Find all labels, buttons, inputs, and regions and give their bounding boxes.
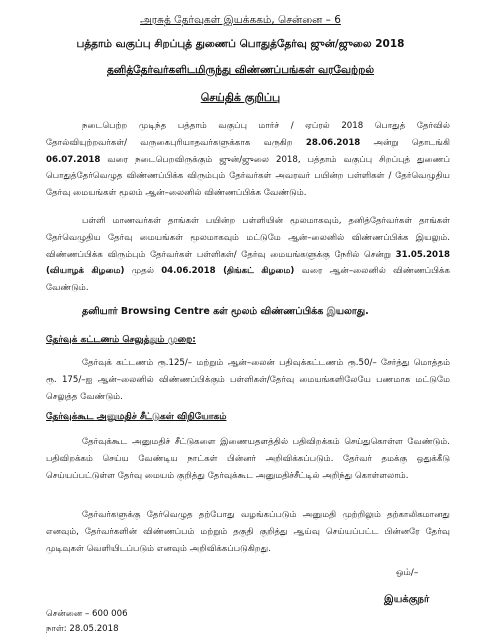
apply-start-date: 31.05.2018 (வியாழக் கிழமை) — [46, 249, 450, 277]
browsing-centre-note: தனியார் Browsing Centre கள் மூலம் விண்ணப்பிக்க இயலாது. — [82, 306, 369, 317]
subject-title: தனித்தேர்வர்களிடமிருந்து விண்ணப்பங்கள் வரவேற்றல் — [106, 64, 375, 76]
hallticket-paragraph: தேர்வுக்கூட அனுமதிச் சீட்டுகளை இணையதளத்தில் பதிவிறக்கம் செய்துகொள்ள வேண்டும். பதிவிறக்கம் செய்ய வேண்டிய நாட்கள் பின்னர் அறிவிக்கப்படும். தேர்வர் தமக்கு ஒதுக்கீடு செய்யப்பட்டுள்ள தேர்வு மையம் குறித்து தேர்வுக்கூட அனுமதிச்சீட்டில் அறிந்து கொள்ளலாம். — [46, 437, 450, 481]
footer-place: சென்னை – 600 006 — [46, 609, 128, 619]
exam-end-date: 06.07.2018 — [46, 154, 101, 165]
press-release-title: செய்திக் குறிப்பு — [200, 91, 281, 104]
apply-end-date: 04.06.2018 (திங்கட் கிழமை) — [161, 266, 295, 277]
fee-section-heading: தேர்வுக் கட்டணம் செலுத்தும் முறை: — [46, 335, 196, 345]
footer-date: நாள்: 28.05.2018 — [46, 624, 119, 634]
exam-start-date: 28.06.2018 — [305, 137, 361, 148]
paragraph-schedule: நடைபெற்ற முடிந்த பத்தாம் வகுப்பு மார்ச் / ஏப்ரல் 2018 பொதுத் தேர்வில் தோல்வியுற்றவர்கள்/ வருகைபுரியாதவர்களுக்காக வருகிற 28.06.2018 அன்று தொடங்கி 06.07.2018 வரை நடைபெறவிருக்கும் ஜுன்/ஜுலை 2018, பத்தாம் வகுப்பு சிறப்புத் துணைப் பொதுத்தேர்வெழுத விண்ணப்பிக்க விரும்பும் தேர்வர்கள் அவரவர் பயின்ற பள்ளிகள் / தேர்வெழுதிய தேர்வு மையங்கள் மூலம் ஆன்–லைனில் விண்ணப்பிக்க வேண்டும். — [46, 121, 451, 199]
signature-title: இயக்குநர் — [384, 594, 430, 605]
exam-title: பத்தாம் வகுப்பு சிறப்புத் துணைப் பொதுத்தேர்வு ஜுன்/ஜுலை 2018 — [76, 38, 405, 50]
hallticket-section-heading: தேர்வுக்கூட அனுமதிச் சீட்டுகள் விநியோகம் — [46, 412, 227, 422]
signature-om: ஒம்/– — [396, 568, 419, 578]
paragraph-application: பள்ளி மாணவர்கள் தாங்கள் பயின்ற பள்ளியின் மூலமாகவும், தனித்தேர்வர்கள் தாங்கள் தேர்வெழுதிய தேர்வு மையங்கள் மூலமாகவும் மட்டுமே ஆன்–லைனில் விண்ணப்பிக்க இயலும். விண்ணப்பிக்க விரும்பும் தேர்வர்கள் பள்ளிகள்/ தேர்வு மையங்களுக்கு நேரில் சென்று 31.05.2018 (வியாழக் கிழமை) முதல் 04.06.2018 (திங்கட் கிழமை) வரை ஆன்–லைனில் விண்ணப்பிக்க வேண்டும். — [46, 216, 450, 294]
provisional-paragraph: தேர்வர்களுக்கு தேர்வெழுத தற்போது வழங்கப்படும் அனுமதி முற்றிலும் தற்காலிகமானது எனவும், தேர்வர்களின் விண்ணப்பம் மற்றும் தகுதி குறித்து ஆய்வு செய்யப்பட்ட பின்னரே தேர்வு முடிவுகள் வெளியிடப்படும் எனவும் அறிவிக்கப்படுகிறது. — [46, 510, 450, 554]
office-title: அரசுத் தேர்வுகள் இயக்ககம், சென்னை – 6 — [140, 14, 341, 26]
fee-paragraph: தேர்வுக் கட்டணம் ரூ.125/– மற்றும் ஆன்–லைன் பதிவுக்கட்டணம் ரூ.50/– சேர்த்து மொத்தம் ரூ. 175/–ஐ ஆன்–லைனில் விண்ணப்பிக்கும் பள்ளிகள்/தேர்வு மையங்களிலேயே பணமாக மட்டுமே செலுத்த வேண்டும். — [46, 358, 450, 402]
